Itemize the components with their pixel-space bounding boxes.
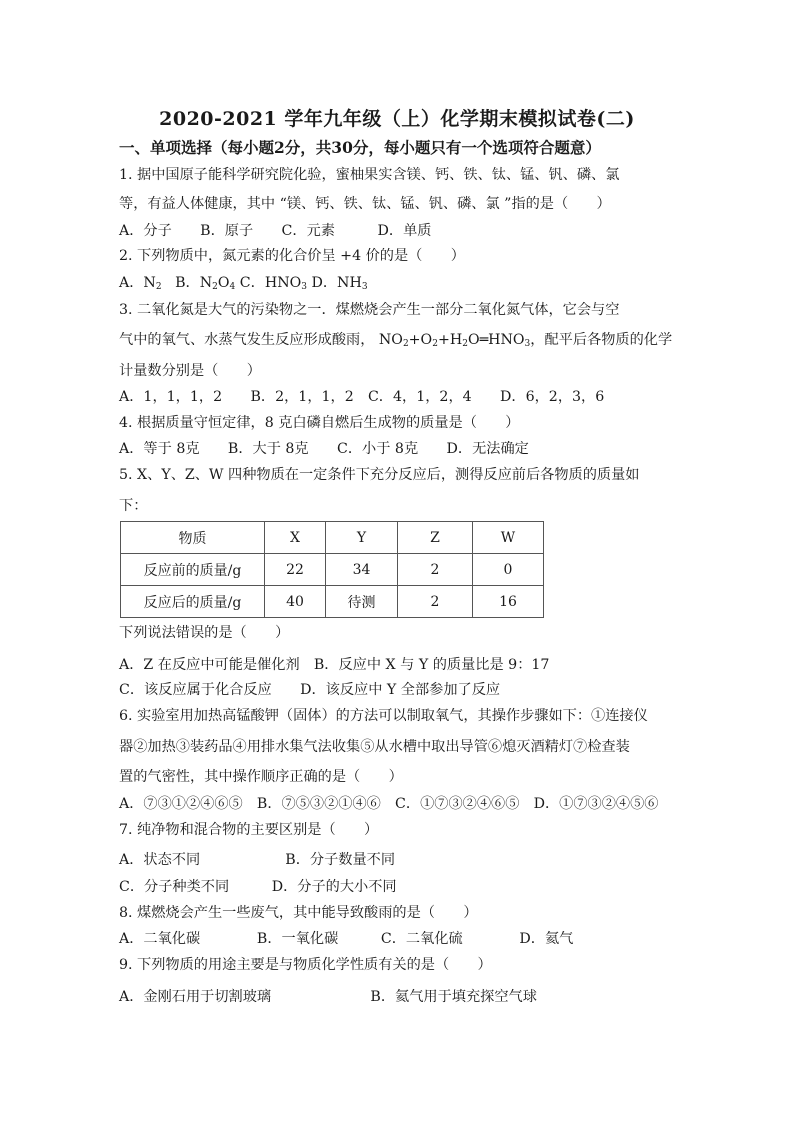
q7-options-ab: A．状态不同 B．分子数量不同: [119, 852, 396, 868]
section-heading: 一、单项选择（每小题2分，共30分，每小题只有一个选项符合题意）: [119, 138, 601, 157]
table-cell: W: [473, 522, 544, 554]
table-cell: 2: [398, 586, 473, 618]
table-cell: 22: [265, 554, 326, 586]
q2-option-b: B．N: [175, 275, 213, 291]
q8-options: A．二氧化碳 B．一氧化碳 C．二氧化硫 D．氦气: [119, 931, 574, 947]
mass-table: [120, 521, 544, 618]
q7-options-cd: C．分子种类不同 D．分子的大小不同: [119, 879, 397, 895]
q2-stem: 2. 下列物质中，氮元素的化合价呈 +4 价的是（ ）: [119, 248, 465, 264]
exam-title: 2020-2021 学年九年级（上）化学期末模拟试卷(二): [159, 108, 635, 130]
table-cell: 待测: [326, 586, 398, 618]
q3-stem-line1: 3. 二氧化氮是大气的污染物之一．煤燃烧会产生一部分二氧化氮气体，它会与空: [119, 302, 620, 318]
q3-stem-line2: 气中的氧气、水蒸气发生反应形成酸雨， $NO_2+O_2+H_2O═HNO_3$，配平后各物质的化学: [119, 332, 673, 349]
q9-options: A．金刚石用于切割玻璃 B．氦气用于填充探空气球: [119, 989, 537, 1005]
q5-question: 下列说法错误的是（ ）: [119, 625, 290, 641]
q3-options: A．1，1，1，2 B．2，1，1，2 C．4，1，2，4 D．6，2，3，6: [119, 389, 605, 405]
table-cell: Z: [398, 522, 473, 554]
q6-options: A．⑦③①②④⑥⑤ B．⑦⑤③②①④⑥ C．①⑦③②④⑥⑤ D．①⑦③②④⑤⑥: [119, 796, 659, 812]
table-cell: 2: [398, 554, 473, 586]
q3-stem-line3: 计量数分别是（ ）: [119, 363, 261, 379]
table-row: [121, 554, 544, 586]
table-row: [121, 586, 544, 618]
table-cell: 物质: [121, 522, 265, 554]
table-cell: 反应前的质量/g: [121, 554, 265, 586]
q8-stem: 8. 煤燃烧会产生一些废气，其中能导致酸雨的是（ ）: [119, 905, 478, 921]
q1-options: A．分子 B．原子 C．元素 D．单质: [119, 223, 432, 239]
q1-stem-line1: 1. 据中国原子能科学研究院化验，蜜柚果实含镁、钙、铁、钛、锰、钒、磷、氯: [119, 167, 620, 183]
q6-stem-line3: 置的气密性，其中操作顺序正确的是（ ）: [119, 769, 403, 785]
q6-stem-line1: 6. 实验室用加热高锰酸钾（固体）的方法可以制取氧气，其操作步骤如下：①连接仪: [119, 708, 648, 724]
table-cell: 16: [473, 586, 544, 618]
q4-stem: 4. 根据质量守恒定律，8 克白磷自燃后生成物的质量是（ ）: [119, 415, 520, 431]
q9-stem: 9. 下列物质的用途主要是与物质化学性质有关的是（ ）: [119, 957, 492, 973]
table-cell: 反应后的质量/g: [121, 586, 265, 618]
table-cell: X: [265, 522, 326, 554]
q2-option-a: A．N: [119, 275, 156, 291]
table-cell: 40: [265, 586, 326, 618]
q2-options: A．$N_2$ B．$N_2O_4$ C．$HNO_3$ D．$NH_3$: [119, 275, 368, 292]
q7-stem: 7. 纯净物和混合物的主要区别是（ ）: [119, 822, 379, 838]
q5-options-ab: A．Z 在反应中可能是催化剂 B．反应中 X 与 Y 的质量比是 9：17: [119, 657, 550, 673]
table-cell: 0: [473, 554, 544, 586]
table-cell: 34: [326, 554, 398, 586]
q6-stem-line2: 器②加热③装药品④用排水集气法收集⑤从水槽中取出导管⑥熄灭酒精灯⑦检查装: [119, 739, 630, 755]
q2-option-c: C．HNO: [235, 275, 302, 291]
q5-stem-line2: 下：: [119, 498, 148, 514]
q5-options-cd: C．该反应属于化合反应 D．该反应中 Y 全部参加了反应: [119, 682, 501, 698]
table-cell: Y: [326, 522, 398, 554]
q4-options: A．等于 8克 B．大于 8克 C．小于 8克 D．无法确定: [119, 441, 529, 457]
q1-stem-line2: 等，有益人体健康，其中 “镁、钙、铁、钛、锰、钒、磷、氯 ”指的是（ ）: [119, 196, 611, 212]
q2-option-d: D．NH: [306, 275, 362, 291]
table-header-row: [121, 522, 544, 554]
q5-stem-line1: 5. X、Y、Z、W 四种物质在一定条件下充分反应后，测得反应前后各物质的质量如: [119, 467, 640, 483]
